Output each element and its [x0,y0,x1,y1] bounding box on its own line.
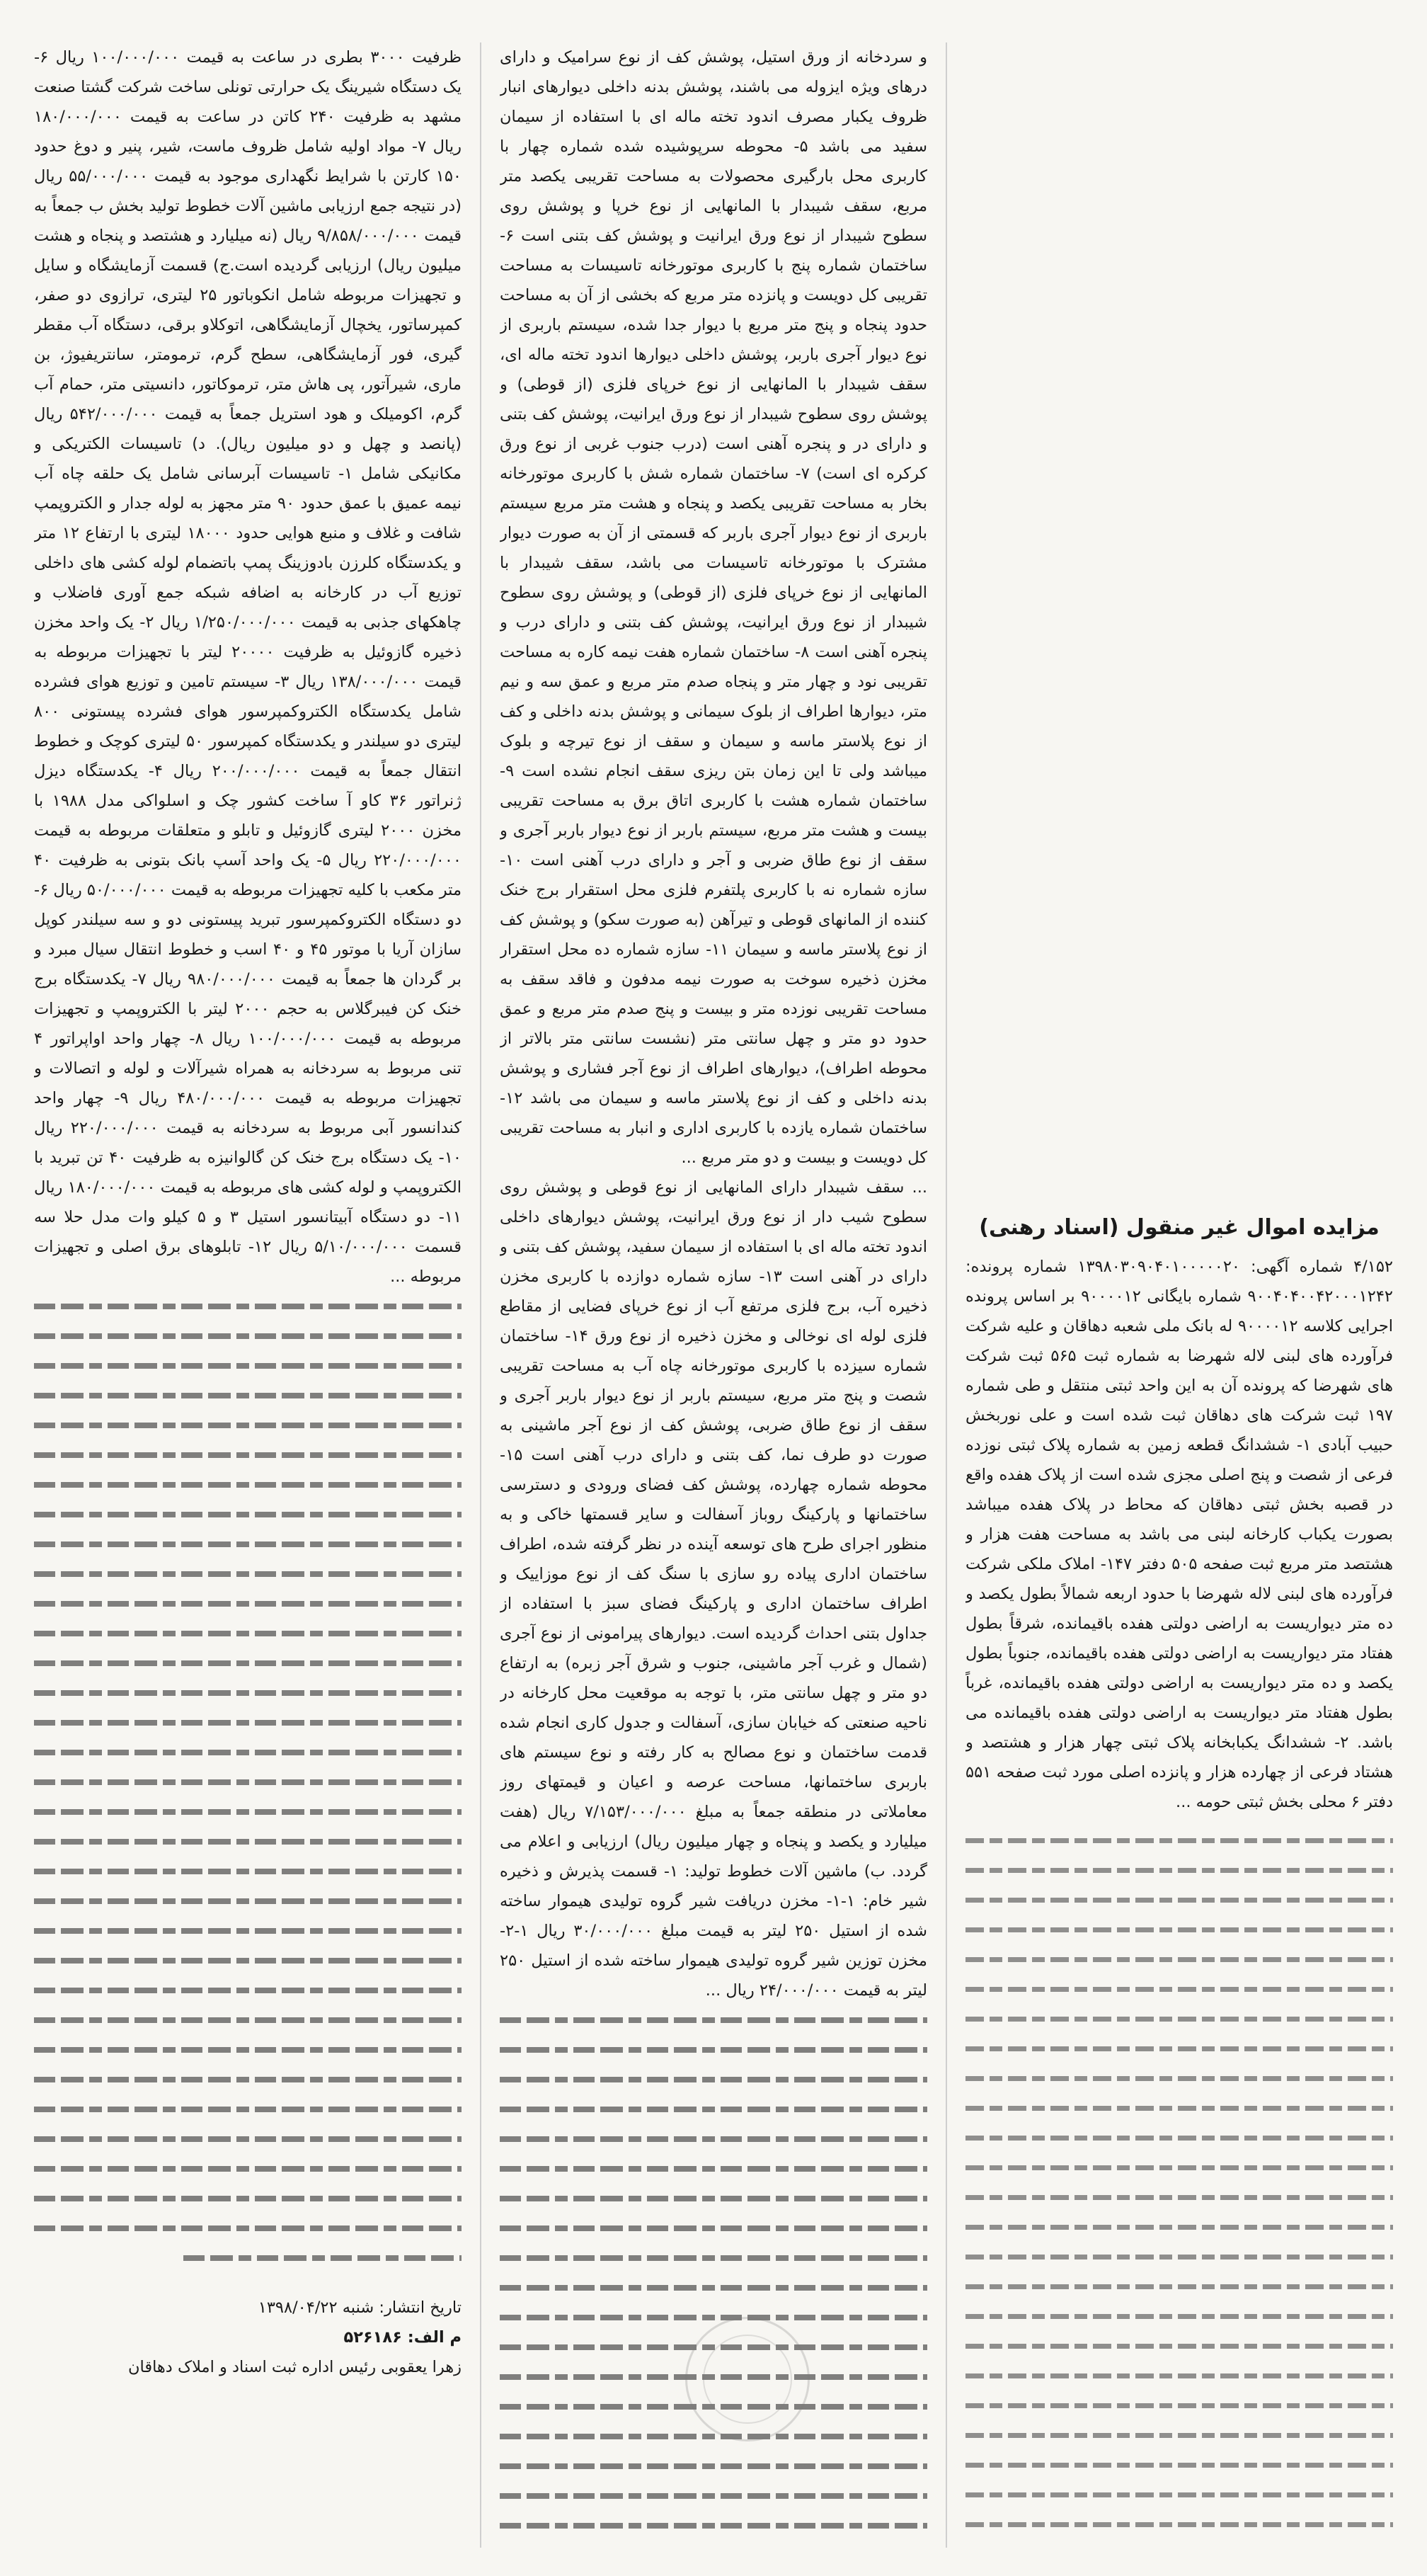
notice-footer [34,2293,462,2382]
signature-line: زهرا یعقوبی رئیس اداره ثبت اسناد و املاک دهاقان [127,2358,462,2376]
column-middle [500,42,927,2548]
column-left [34,42,462,2548]
columns-container [34,42,1393,2548]
middle-continued-text [500,2005,927,2548]
notice-body: ۴/۱۵۲ شماره آگهی: ۱۳۹۸۰۳۰۹۰۴۰۱۰۰۰۰۰۲۰ شماره پرونده: ۹۰۰۴۰۴۰۰۴۲۰۰۰۱۲۴۲ شماره بایگانی ۹۰۰۰۰۱۲ بر اساس پرونده اجرایی کلاسه ۹۰۰۰۰۱۲ له بانک ملی شعبه دهاقان و علیه شرکت فرآورده های لبنی لاله شهرضا به شماره ثبت ۵۶۵ ثبت شرکت های شهرضا که پرونده آن به این واحد ثبتی منتقل و طی شماره ۱۹۷ ثبت شرکت های دهاقان ثبت شده است و علی نوربخش حبیب آبادی ۱- ششدانگ قطعه زمین به شماره پلاک ثبتی نوزده فرعی از شصت و پنج اصلی مجزی شده است از پلاک هفده واقع در قصبه بخش ثبتی دهاقان که محاط در پلاک هفده میباشد بصورت یکباب کارخانه لبنی می باشد به مساحت هفت هزار و هشتصد متر مربع ثبت صفحه ۵۰۵ دفتر ۱۴۷- املاک ملکی شرکت فرآورده های لبنی لاله شهرضا با حدود اربعه شمالاً بطول یکصد و ده متر دیواریست به اراضی دولتی هفده باقیمانده، شرقاً بطول هفتاد متر دیواریست به اراضی دولتی هفده باقیمانده، جنوباً بطول یکصد و ده متر دیواریست به اراضی دولتی هفده باقیمانده، غرباً بطول هفتاد متر دیواریست به اراضی دولتی هفده باقیمانده می باشد. ۲- ششدانگ یکبابخانه پلاک ثبتی چهار هزار و هشتصد و هشتاد فرعی از چهارده هزار و پانزده اصلی مورد ثبت صفحه ۵۵۱ دفتر ۶ محلی بخش ثبتی حومه ... [965,1258,1393,1811]
column-notice [965,42,1393,2548]
left-paragraph-1: ظرفیت ۳۰۰۰ بطری در ساعت به قیمت ۱۰۰/۰۰۰/۰۰۰ ریال ۶- یک دستگاه شیرینگ یک حرارتی تونلی ساخت شرکت گشتا صنعت مشهد به ظرفیت ۲۴۰ کاتن در ساعت به قیمت ۱۸۰/۰۰۰/۰۰۰ ریال ۷- مواد اولیه شامل ظروف ماست، شیر، پنیر و دوغ حدود ۱۵۰ کارتن با شرایط نگهداری موجود به قیمت ۵۵/۰۰۰/۰۰۰ ریال (در نتیجه جمع ارزیابی ماشین آلات خطوط تولید بخش ب جمعاً به قیمت ۹/۸۵۸/۰۰۰/۰۰۰ ریال (نه میلیارد و هشتصد و پنجاه و هشت میلیون ریال) ارزیابی گردیده است.ج) قسمت آزمایشگاه و سایل و تجهیزات مربوطه شامل انکوباتور ۲۵ لیتری، ترازوی دو صفر، کمپرساتور، یخچال آزمایشگاهی، اتوکلاو برقی، دستگاه آب مقطر گیری، فور آزمایشگاهی، سطح گرم، ترمومتر، سانتریفیوژ، بن ماری، شیرآتور، پی هاش متر، ترموکاتور، دانسیتی متر، حمام آب گرم، اکومیلک و هود استریل جمعاً به قیمت ۵۴۲/۰۰۰/۰۰۰ ریال (پانصد و چهل و دو میلیون ریال). د) تاسیسات الکتریکی و مکانیکی شامل ۱- تاسیسات آبرسانی شامل یک حلقه چاه آب نیمه عمیق با عمق حدود ۹۰ متر مجهز به لوله جدار و الکتروپمپ شافت و غلاف و منبع هوایی حدود ۱۸۰۰۰ لیتری با ارتفاع ۱۲ متر و یکدستگاه کلرزن بادوزینگ پمپ باتضمام لوله کشی های داخلی توزیع آب در کارخانه به اضافه شبکه جمع آوری فاضلاب و چاهکهای جذبی به قیمت ۱/۲۵۰/۰۰۰/۰۰۰ ریال ۲- یک واحد مخزن ذخیره گازوئیل به ظرفیت ۲۰۰۰۰ لیتر با تجهیزات مربوطه به قیمت ۱۳۸/۰۰۰/۰۰۰ ریال ۳- سیستم تامین و توزیع هوای فشرده شامل یکدستگاه الکتروکمپرسور هوای فشرده پیستونی ۸۰۰ لیتری دو سیلندر و یکدستگاه کمپرسور ۵۰ لیتری کوچک و خطوط انتقال جمعاً به قیمت ۲۰۰/۰۰۰/۰۰۰ ریال ۴- یکدستگاه دیزل ژنراتور ۳۶ کاو آ ساخت کشور چک و اسلواکی مدل ۱۹۸۸ با مخزن ۲۰۰۰ لیتری گازوئیل و تابلو و متعلقات مربوطه به قیمت ۲۲۰/۰۰۰/۰۰۰ ریال ۵- یک واحد آسپ بانک بتونی به ظرفیت ۴۰ متر مکعب با کلیه تجهیزات مربوطه به قیمت ۵۰/۰۰۰/۰۰۰ ریال ۶- دو دستگاه الکتروکمپرسور تبرید پیستونی دو و سه سیلندر کوپل سازان آریا با موتور ۴۵ و ۴۰ اسب و خطوط انتقال سیال مبرد و بر گردان ها جمعاً به قیمت ۹۸۰/۰۰۰/۰۰۰ ریال ۷- یکدستگاه برج خنک کن فیبرگلاس به حجم ۲۰۰۰ لیتر با الکتروپمپ و تجهیزات مربوطه به قیمت ۱۰۰/۰۰۰/۰۰۰ ریال ۸- چهار واحد اواپراتور ۴ تنی مربوط به سردخانه به همراه شیرآلات و لوله و اتصالات و تجهیزات مربوطه به قیمت ۴۸۰/۰۰۰/۰۰۰ ریال ۹- چهار واحد کندانسور آبی مربوط به سردخانه به قیمت ۲۲۰/۰۰۰/۰۰۰ ریال ۱۰- یک دستگاه برج خنک کن گالوانیزه به ظرفیت ۴۰ تن تبرید با الکتروپمپ و لوله کشی های مربوطه به قیمت ۱۸۰/۰۰۰/۰۰۰ ریال ۱۱- دو دستگاه آبیتانسور استیل ۳ و ۵ کیلو وات مدل حلا سه قسمت ۵/۱۰/۰۰۰/۰۰۰ ریال ۱۲- تابلوهای برق اصلی و تجهیزات مربوطه ... [34,48,462,1286]
middle-paragraph-2: ... سقف شیبدار دارای المانهایی از نوع قوطی و پوشش روی سطوح شیب دار از نوع ورق ایرانیت، پوشش دیوارهای داخلی اندود تخته ماله ای با استفاده از سیمان سفید، پوشش کف بتنی و دارای در آهنی است ۱۳- سازه شماره دوازده با کاربری مخزن ذخیره آب، برج فلزی مرتفع آب از نوع خرپای فضایی از مقاطع فلزی لوله ای نوخالی و مخزن ذخیره از نوع ورق ۱۴- ساختمان شماره سیزده با کاربری موتورخانه چاه آب به مساحت تقریبی شصت و پنج متر مربع، سیستم باربر از نوع دیوار باربر آجری و سقف از نوع طاق ضربی، پوشش کف از نوع آجر ماشینی به صورت دو طرف نما، کف بتنی و دارای درب آهنی است ۱۵- محوطه شماره چهارده، پوشش کف فضای ورودی و دسترسی ساختمانها و پارکینگ روباز آسفالت و سایر قسمتها خاکی و به منظور اجرای طرح های توسعه آینده در نظر گرفته شده، اطراف ساختمان اداری پیاده رو سازی با سنگ کف از نوع موزاییک و اطراف ساختمان اداری و پارکینگ فضای سبز با استفاده از جداول بتنی احداث گردیده است. دیوارهای پیرامونی از نوع آجری (شمال و غرب آجر ماشینی، جنوب و شرق آجر زبره) به ارتفاع دو متر و چهل سانتی متر، با توجه به موقعیت محل کارخانه در ناحیه صنعتی که خیابان سازی، آسفالت و جدول کاری انجام شده قدمت ساختمان و نوع مصالح به کار رفته و نوع سیستم های باربری ساختمانها، مساحت عرصه و اعیان و قیمتهای روز معاملاتی در منطقه جمعاً به مبلغ ۷/۱۵۳/۰۰۰/۰۰۰ ریال (هفت میلیارد و یکصد و پنجاه و چهار میلیون ریال) ارزیابی و اعلام می گردد. ب) ماشین آلات خطوط تولید: ۱- قسمت پذیرش و ذخیره شیر خام: ۱-۱- مخزن دریافت شیر گروه تولیدی هیموار ساخته شده از استیل ۲۵۰ لیتر به قیمت مبلغ ۳۰/۰۰۰/۰۰۰ ریال ۱-۲- مخزن توزین شیر گروه تولیدی هیموار ساخته شده از استیل ۲۵۰ لیتر به قیمت ۲۴/۰۰۰/۰۰۰ ریال ... [500,1178,927,2000]
notice-id: م الف: ۵۲۶۱۸۶ [343,2328,462,2347]
column-divider [946,42,947,2548]
notice-continued-text [965,1825,1393,2548]
middle-paragraph-1: و سردخانه از ورق استیل، پوشش کف از نوع سرامیک و دارای درهای ویژه ایزوله می باشند، پوشش بدنه داخلی دیوارهای انبار ظروف یکبار مصرف اندود تخته ماله ای با استفاده از سیمان سفید می باشد ۵- محوطه سرپوشیده شده شماره چهار با کاربری محل بارگیری محصولات به مساحت تقریبی یکصد متر مربع، سقف شیبدار با المانهایی از نوع خرپا و پوشش روی سطوح شیبدار از نوع ورق ایرانیت و پوشش کف بتنی است ۶- ساختمان شماره پنج با کاربری موتورخانه تاسیسات به مساحت تقریبی کل دویست و پانزده متر مربع که بخشی از آن به مساحت حدود پنجاه و پنج متر مربع با دیوار جدا شده، سیستم باربری از نوع دیوار آجری باربر، پوشش داخلی دیوارها اندود تخته ماله ای، سقف شیبدار با المانهایی از نوع خرپای فلزی (از قوطی) و پوشش روی سطوح شیبدار از نوع ورق ایرانیت، پوشش کف بتنی و دارای در و پنجره آهنی است (درب جنوب غربی از نوع ورق کرکره ای است) ۷- ساختمان شماره شش با کاربری موتورخانه بخار به مساحت تقریبی یکصد و پنجاه و هشت متر مربع سیستم باربری از نوع دیوار آجری باربر که قسمتی از آن به صورت دیوار مشترک با موتورخانه تاسیسات می باشد، سقف شیبدار با المانهایی از نوع خرپای فلزی (از قوطی) و پوشش روی سطوح شیبدار از نوع ورق ایرانیت، پوشش کف بتنی و دارای درب و پنجره آهنی است ۸- ساختمان شماره هفت نیمه کاره به مساحت تقریبی نود و چهار متر و پنجاه صدم متر مربع و عمق سه و نیم متر، دیوارها اطراف از بلوک سیمانی و پوشش بدنه داخلی و کف از نوع پلاستر ماسه و سیمان و سقف از نوع تیرچه و بلوک میباشد ولی تا این زمان بتن ریزی سقف انجام نشده است ۹- ساختمان شماره هشت با کاربری اتاق برق به مساحت تقریبی بیست و هشت متر مربع، سیستم باربر از نوع دیوار باربر آجری و سقف از نوع طاق ضربی و آجر و دارای درب آهنی است ۱۰- سازه شماره نه با کاربری پلتفرم فلزی محل استقرار برج خنک کننده از المانهای قوطی و تیرآهن (به صورت سکو) و پوشش کف از نوع پلاستر ماسه و سیمان ۱۱- سازه شماره ده محل استقرار مخزن ذخیره سوخت به صورت نیمه مدفون و فاقد سقف به مساحت تقریبی نوزده متر و بیست و پنج صدم متر مربع و عمق حدود دو متر و چهل سانتی متر (نشست سانتی متر بالاتر از محوطه اطراف)، دیوارهای اطراف از نوع آجر فشاری و پوشش بدنه داخلی و کف از نوع پلاستر ماسه و سیمان می باشد ۱۲- ساختمان شماره یازده با کاربری اداری و انبار به مساحت تقریبی کل دویست و بیست و دو متر مربع ... [500,48,927,1167]
notice-title: مزایده اموال غیر منقول (اسناد رهنی) [979,1215,1380,1240]
publish-date: تاریخ انتشار: شنبه ۱۳۹۸/۰۴/۲۲ [258,2298,462,2317]
left-continued-text [34,1292,462,2273]
column-divider [480,42,481,2548]
stamp-watermark [685,2317,810,2441]
